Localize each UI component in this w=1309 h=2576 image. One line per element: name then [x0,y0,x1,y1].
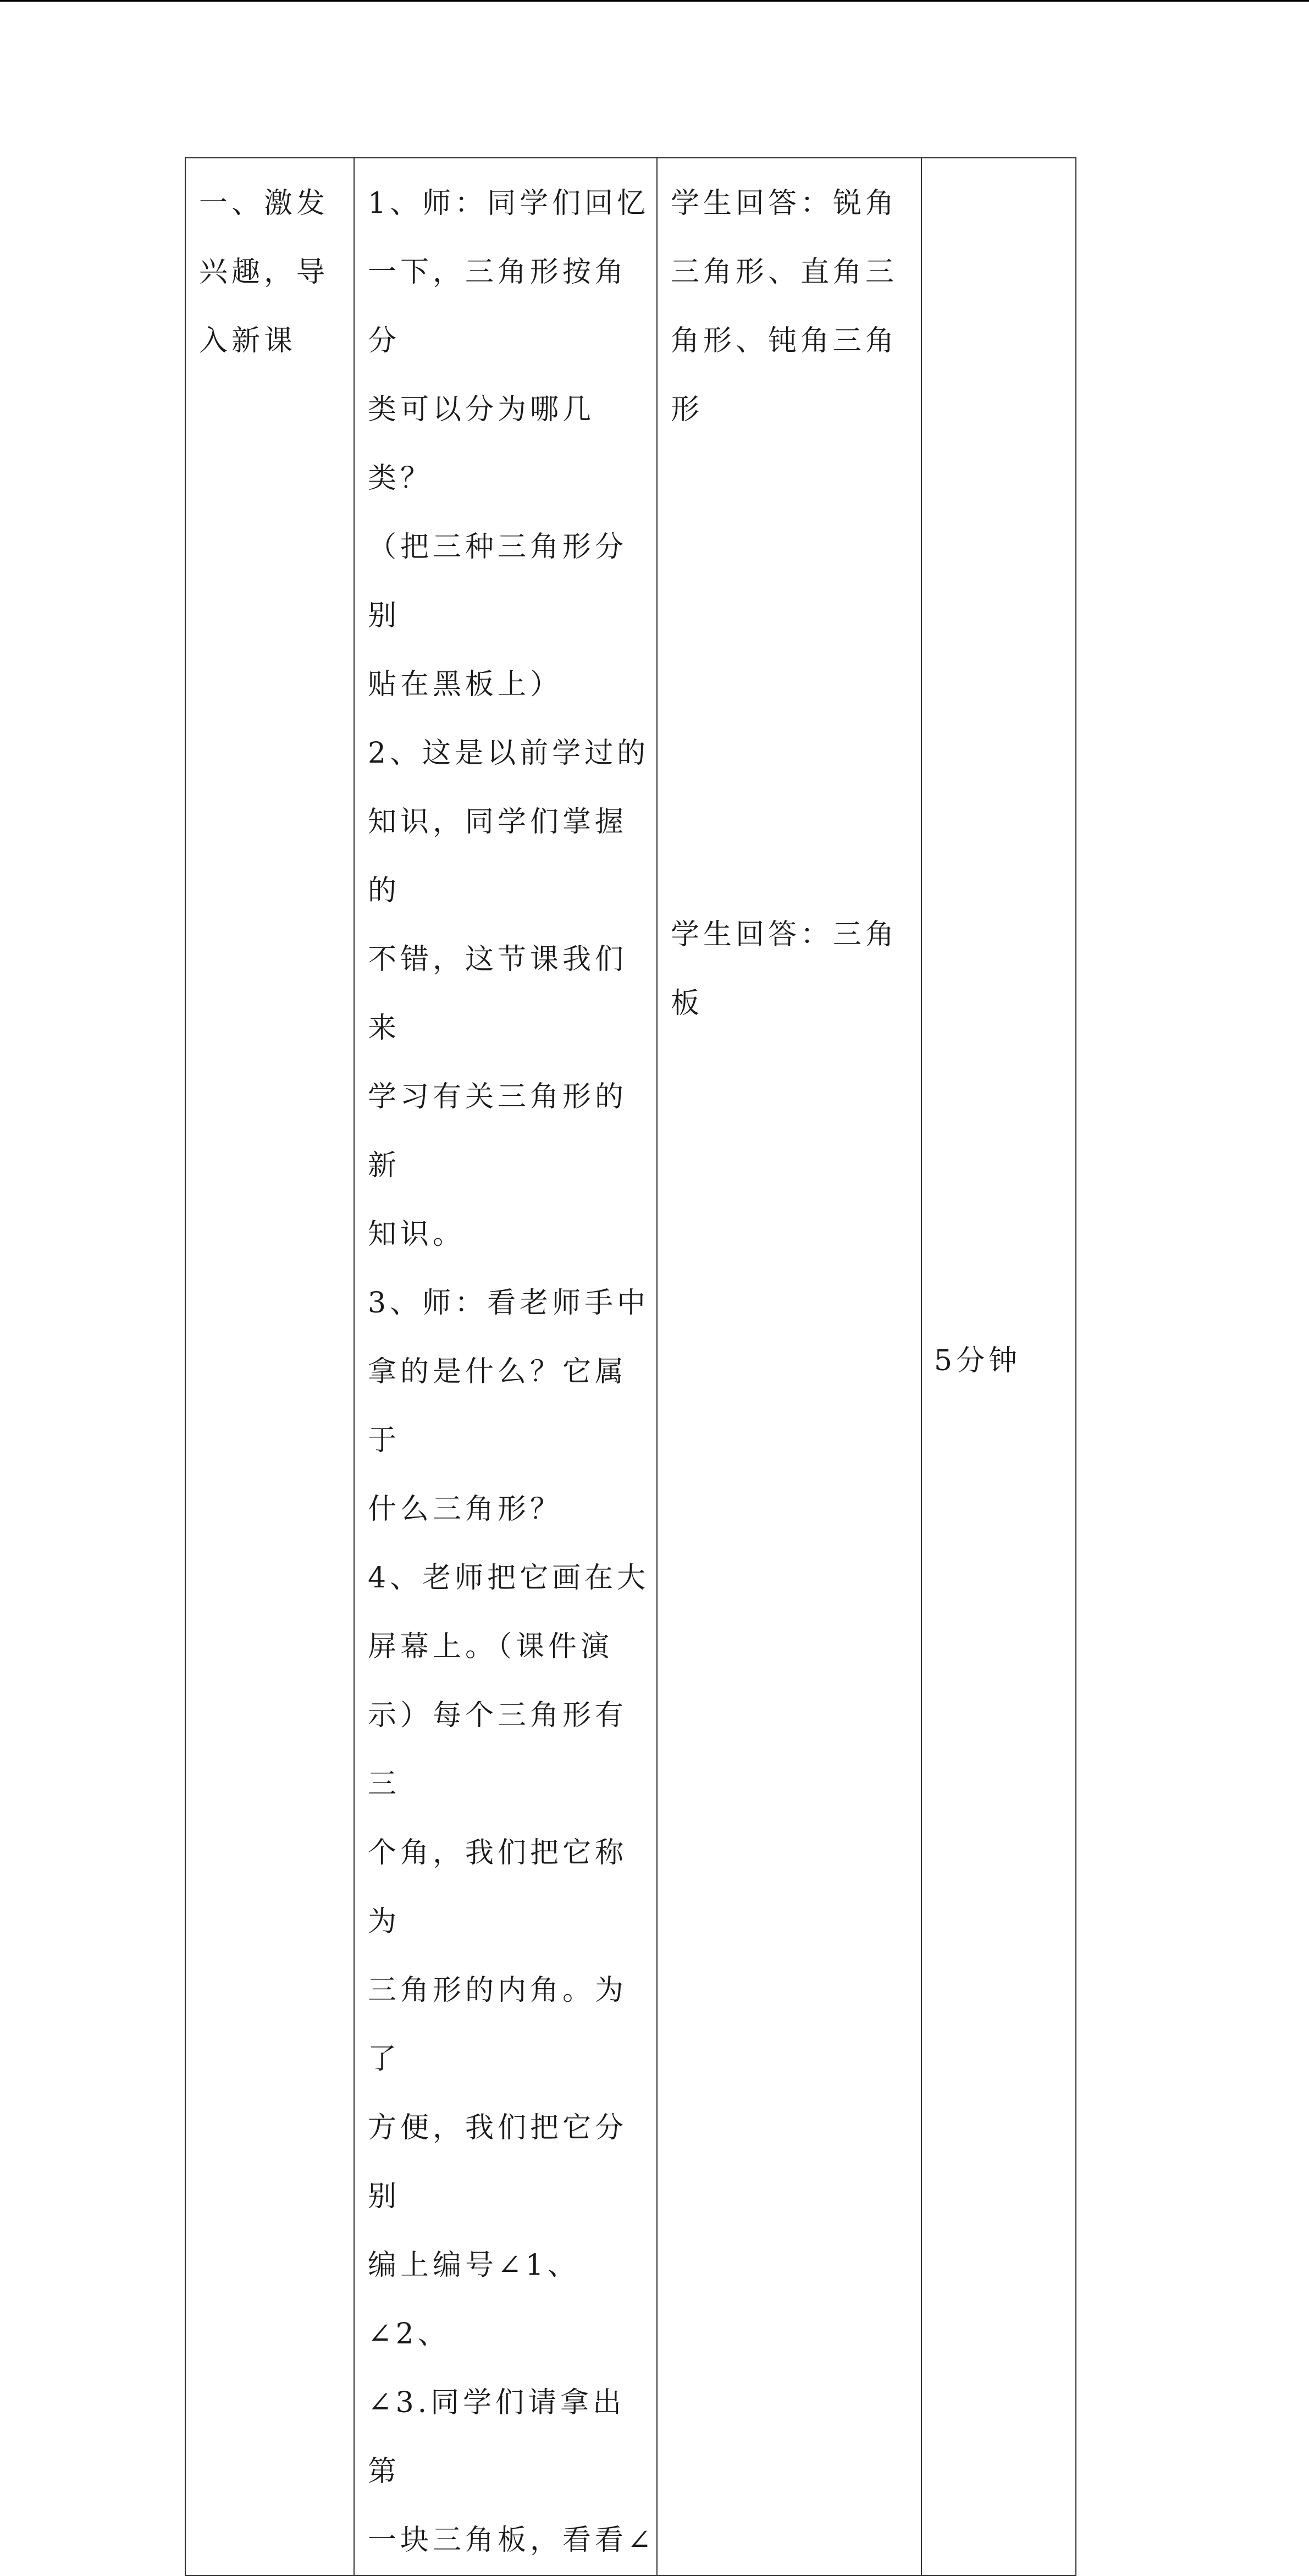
student-answer-2: 学生回答：三角 板 [671,918,898,1020]
table-row [185,158,1076,2575]
top-border-line [0,0,1309,2]
student-activity-cell [657,158,921,2575]
stage-text: 一、激发 兴趣，导 入新课 [199,187,329,357]
stage-cell [185,158,354,2575]
teacher-activity-text: 1、师：同学们回忆 一下，三角形按角分 类可以分为哪几类？ （把三种三角形分别 贴在黑板上） 2、这是以前学过的 知识，同学们掌握的 不错，这节课我们来 学习有关三角形的新 知识。 3、师：看老师手中 拿的是什么？它属于 什么三角形？ 4、老师把它画在大 屏幕上。（课件演 示）每个三角形有三 个角，我们把它称为 三角形的内角。为了 方便，我们把它分别 编上编号∠1、∠2、 ∠3.同学们请拿出第 一块三角板，看看∠ [368,187,655,2557]
duration-text: 5分钟 [934,1344,1021,1377]
teacher-activity-cell [354,158,657,2575]
lesson-plan-table [185,157,1076,2576]
student-answer-1: 学生回答：锐角 三角形、直角三 角形、钝角三角 形 [671,187,898,426]
duration-cell [921,158,1076,2575]
